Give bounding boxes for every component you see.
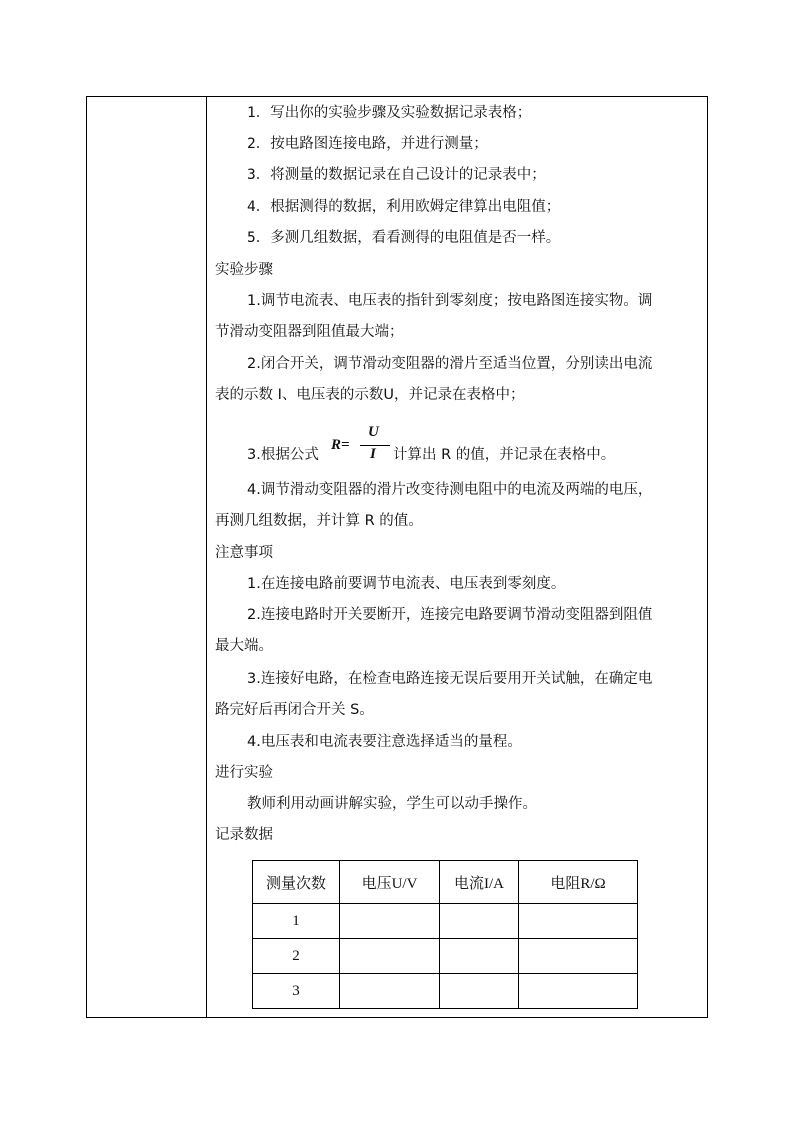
record-data-table — [252, 860, 638, 1009]
row-index: 3 — [253, 974, 340, 1009]
step-4-line-1: 4.调节滑动变阻器的滑片改变待测电阻中的电流及两端的电压， — [247, 482, 653, 498]
note-1: 1.在连接电路前要调节电流表、电压表到零刻度。 — [247, 576, 566, 592]
current-cell[interactable] — [440, 974, 519, 1009]
note-3-line-1: 3.连接好电路，在检查电路连接无误后要用开关试触，在确定电 — [247, 671, 653, 687]
step-1-line-2: 节滑动变阻器到阻值最大端； — [215, 324, 404, 340]
step-1-line-1: 1.调节电流表、电压表的指针到零刻度；按电路图连接实物。调 — [247, 293, 653, 309]
resistance-cell[interactable] — [519, 904, 638, 939]
section-title-steps: 实验步骤 — [215, 262, 273, 278]
voltage-cell[interactable] — [340, 939, 440, 974]
section-title-record: 记录数据 — [215, 827, 273, 843]
resistance-cell[interactable] — [519, 939, 638, 974]
step-2-line-2: 表的示数 I、电压表的示数U，并记录在表格中； — [215, 387, 525, 403]
row-index: 1 — [253, 904, 340, 939]
step-4-line-2: 再测几组数据，并计算 R 的值。 — [215, 513, 423, 529]
table-row — [253, 974, 638, 1009]
current-cell[interactable] — [440, 904, 519, 939]
resistance-cell[interactable] — [519, 974, 638, 1009]
header-count: 测量次数 — [253, 861, 340, 904]
header-resistance: 电阻R/Ω — [519, 861, 638, 904]
intro-step-2: 2．按电路图连接电路，并进行测量； — [247, 136, 488, 152]
note-4: 4.电压表和电流表要注意选择适当的量程。 — [247, 734, 522, 750]
step-3-suffix: 计算出 R 的值，并记录在表格中。 — [393, 447, 616, 463]
header-current: 电流I/A — [440, 861, 519, 904]
note-3-line-2: 路完好后再闭合开关 S。 — [215, 702, 374, 718]
table-row — [253, 904, 638, 939]
intro-step-3: 3．将测量的数据记录在自己设计的记录表中； — [247, 167, 546, 183]
row-index: 2 — [253, 939, 340, 974]
voltage-cell[interactable] — [340, 974, 440, 1009]
step-2-line-1: 2.闭合开关，调节滑动变阻器的滑片至适当位置，分别读出电流 — [247, 356, 653, 372]
intro-step-4: 4．根据测得的数据，利用欧姆定律算出电阻值； — [247, 199, 561, 215]
table-header-row — [253, 861, 638, 904]
current-cell[interactable] — [440, 939, 519, 974]
formula-lhs: R= — [331, 437, 350, 453]
left-column-cell — [87, 97, 207, 1017]
formula-numerator: U — [368, 424, 379, 440]
section-title-experiment: 进行实验 — [215, 765, 273, 781]
voltage-cell[interactable] — [340, 904, 440, 939]
intro-step-1: 1．写出你的实验步骤及实验数据记录表格； — [247, 105, 532, 121]
formula-denominator: I — [370, 446, 376, 462]
section-title-notes: 注意事项 — [215, 545, 273, 561]
note-2-line-2: 最大端。 — [215, 638, 273, 654]
experiment-text: 教师利用动画讲解实验，学生可以动手操作。 — [247, 796, 537, 812]
intro-step-5: 5．多测几组数据，看看测得的电阻值是否一样。 — [247, 230, 561, 246]
note-2-line-1: 2.连接电路时开关要断开，连接完电路要调节滑动变阻器到阻值 — [247, 607, 653, 623]
step-3-prefix: 3.根据公式 — [247, 447, 319, 463]
header-voltage: 电压U/V — [340, 861, 440, 904]
table-row — [253, 939, 638, 974]
